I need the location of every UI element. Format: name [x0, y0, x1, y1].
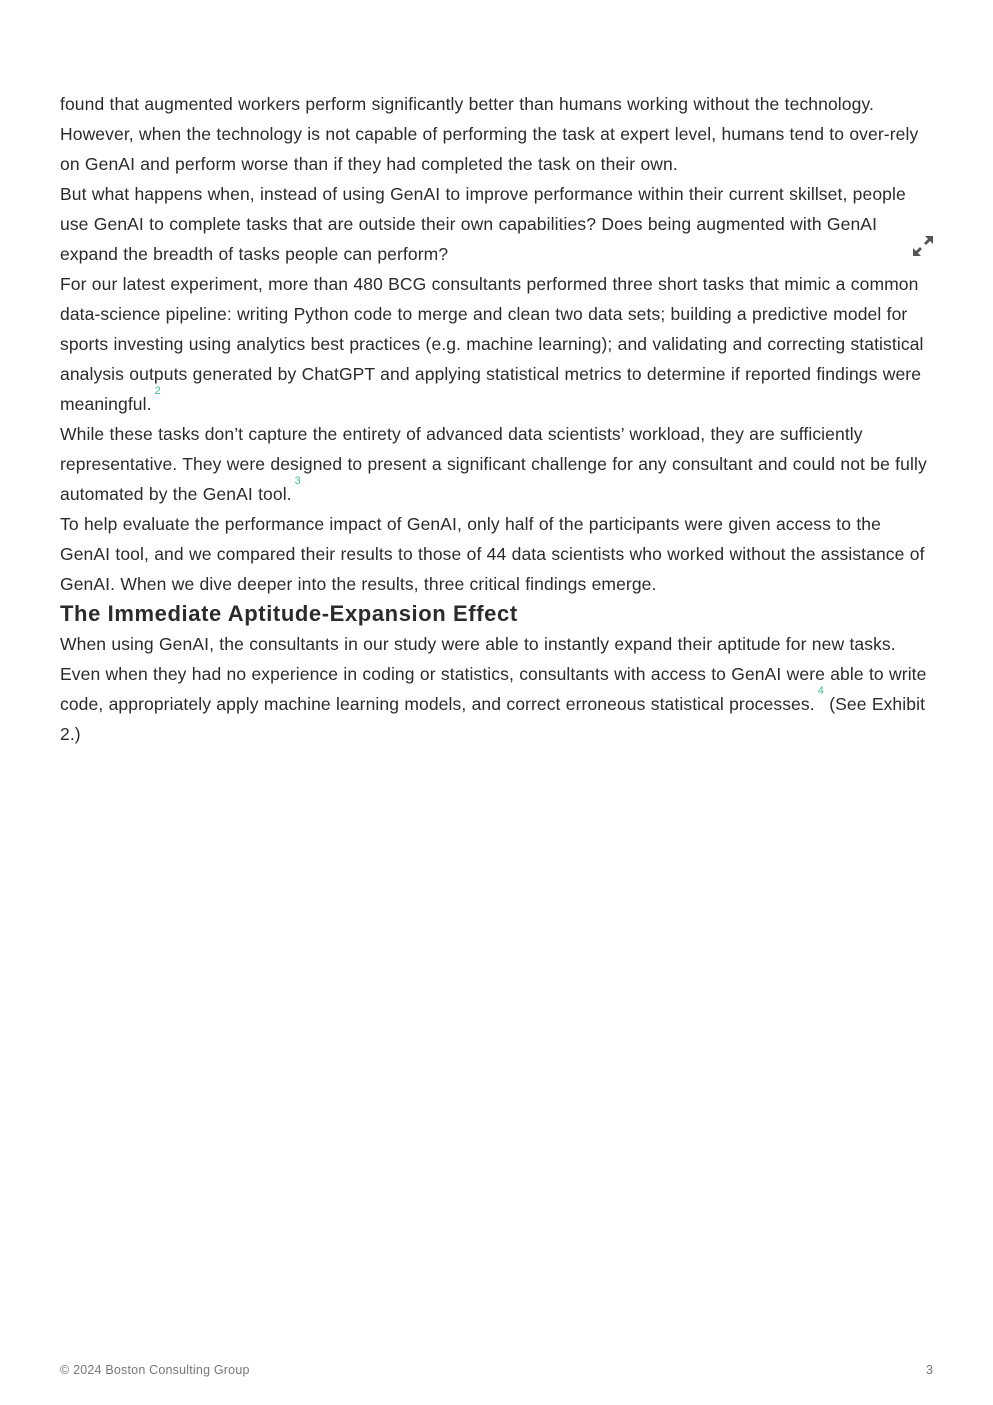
paragraph-experiment: [60, 269, 936, 419]
paragraph-text: When using GenAI, the consultants in our study were able to instantly expand their aptitude for new tasks. Even when they had no experience in coding or statistics, consultants with access to GenAI were able to write code, appropriately apply machine learning models, and correct erroneous statistical processes.: [60, 634, 927, 714]
section-title: The Immediate Aptitude-Expansion Effect: [60, 601, 518, 626]
paragraph-text: To help evaluate the performance impact of GenAI, only half of the participants were given access to the GenAI tool, and we compared their results to those of 44 data scientists who worked without the assistance of GenAI. When we dive deeper into the results, three critical findings emerge.: [60, 514, 925, 594]
paragraph-text: For our latest experiment, more than 480 BCG consultants performed three short tasks that mimic a common data-science pipeline: writing Python code to merge and clean two data sets; building a predictive model for sports investing using analytics best practices (e.g. machine learning); and validating and correcting statistical analysis outputs generated by ChatGPT and applying statistical metrics to determine if reported findings were meaningful.: [60, 274, 924, 414]
paragraph-text: But what happens when, instead of using GenAI to improve performance within their current skillset, people use GenAI to complete tasks that are outside their own capabilities? Does being augmented with GenAI expand the breadth of tasks people can perform?: [60, 184, 906, 264]
page-number: 3: [926, 1363, 933, 1377]
paragraph-tasks-representative: [60, 419, 936, 509]
footnote-link-2[interactable]: 2: [154, 385, 161, 398]
paragraph-evaluation: [60, 509, 936, 599]
paragraph-augmented-workers: [60, 89, 936, 179]
paragraph-text: found that augmented workers perform significantly better than humans working without the technology. However, when the technology is not capable of performing the task at expert level, humans tend to over-rely on GenAI and perform worse than if they had completed the task on their own.: [60, 94, 919, 174]
paragraph-aptitude-question: [60, 179, 936, 269]
footnote-link-3[interactable]: 3: [294, 475, 301, 488]
footnote-link-4[interactable]: 4: [817, 685, 824, 698]
footer-copyright: © 2024 Boston Consulting Group: [60, 1363, 250, 1377]
expand-icon[interactable]: [911, 234, 935, 258]
exhibit-reference: (See Exhibit 2.): [60, 694, 926, 744]
article-body: [60, 89, 936, 749]
paragraph-text: While these tasks don’t capture the entirety of advanced data scientists’ workload, they are sufficiently representative. They were designed to present a significant challenge for any consultant and could not be fully automated by the GenAI tool.: [60, 424, 927, 504]
paragraph-aptitude-expansion: [60, 629, 936, 749]
